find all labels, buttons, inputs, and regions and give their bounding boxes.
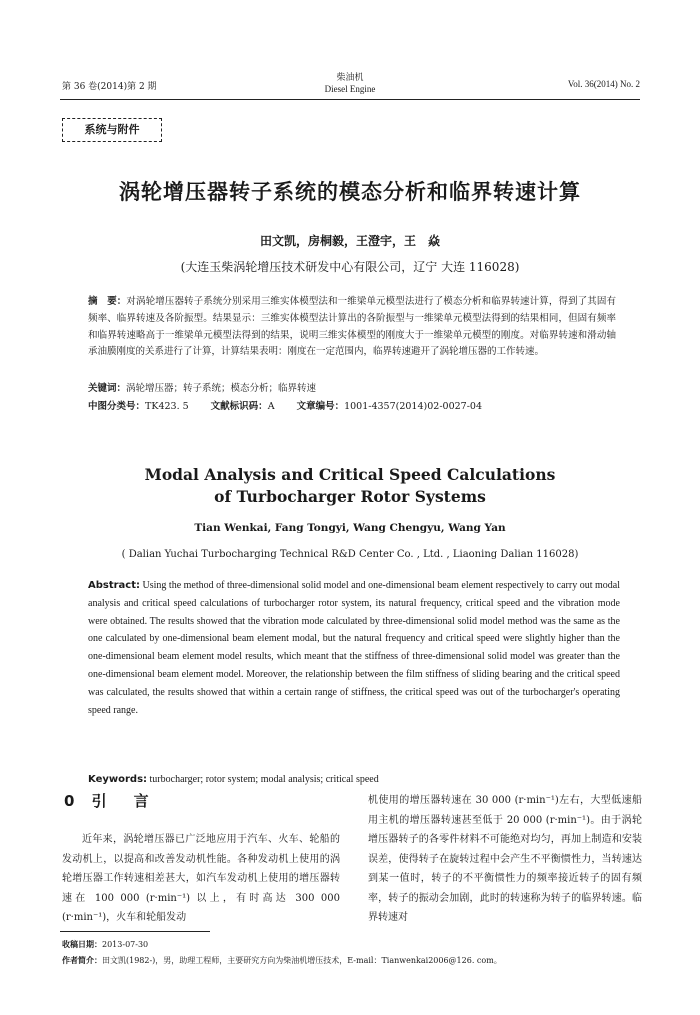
footnote-author: [62, 955, 642, 966]
keywords-en-label: Keywords:: [88, 774, 148, 785]
running-header-left: 第 36 卷(2014)第 2 期: [62, 82, 157, 92]
authors-en: Tian Wenkai, Fang Tongyi, Wang Chengyu, Wang Yan: [194, 522, 506, 534]
classification-line: [88, 398, 616, 412]
doc-code-label: 文献标识码：: [210, 401, 268, 412]
keywords-en-text: turbocharger; rotor system; modal analysis; critical speed: [147, 774, 379, 785]
abstract-en: [88, 577, 620, 719]
abstract-en-text: Using the method of three-dimensional solid model and one-dimensional beam element respectively to carry out modal analysis and critical speed calculations of turbocharger rotor system, its natural frequency, critical speed and the vibration mode were obtained. The results showed that the vibration mode calculated by three-dimensional solid model method was the same as the one calculated by one-dimensional beam element modal, but the natural frequency and critical speed were slightly higher than the one-dimensional beam element model results, which meant that the stiffness of three-dimensional solid model was greater than the one-dimensional beam element model. Moreover, the relationship between the film stiffness of sliding bearing and the critical speed was calculated, the results showed that within a certain range of stiffness, the critical speed was out of the turbocharger's operating speed range.: [88, 580, 620, 716]
affiliation-cn: (大连玉柴涡轮增压技术研发中心有限公司，辽宁 大连 116028): [180, 260, 520, 274]
clc-value: TK423. 5: [145, 401, 189, 412]
paper-title-cn: 涡轮增压器转子系统的模态分析和临界转速计算: [119, 180, 581, 204]
header-rule: [60, 99, 640, 100]
paper-title-en: [60, 464, 640, 508]
running-header-journal-en: Diesel Engine: [324, 84, 376, 94]
keywords-cn-text: 涡轮增压器；转子系统；模态分析；临界转速: [126, 383, 317, 394]
affiliation-en: ( Dalian Yuchai Turbocharging Technical R&D Center Co. , Ltd. , Liaoning Dalian 116028): [121, 549, 579, 560]
section-number: 0: [64, 792, 81, 810]
received-label: 收稿日期：: [62, 940, 102, 949]
keywords-en: [88, 774, 620, 785]
article-number-value: 1001-4357(2014)02-0027-04: [344, 401, 483, 412]
abstract-cn-text: 对涡轮增压器转子系统分别采用三维实体模型法和一维梁单元模型法进行了模态分析和临界转速计算，得到了其固有频率、临界转速及各阶振型。结果显示：三维实体模型法计算出的各阶振型与一维梁单元模型法得到的结果相同，但固有频率和临界转速略高于一维梁单元模型法得到的结果，说明三维实体模型的刚度大于一维梁单元模型的刚度。对临界转速和滑动轴承油膜刚度的关系进行了计算，计算结果表明：刚度在一定范围内，临界转速避开了涡轮增压器的工作转速。: [88, 296, 616, 358]
abstract-cn: [88, 294, 616, 361]
clc-label: 中图分类号：: [88, 401, 146, 412]
body-column-left: 近年来，涡轮增压器已广泛地应用于汽车、火车、轮船的发动机上，以提高和改善发动机性能。各种发动机上使用的涡轮增压器工作转速相差甚大，如汽车发动机上使用的增压器转速在 100 000 (r·min⁻¹) 以上，有时高达 300 000 (r·min⁻¹)，火车和轮船发动: [62, 834, 340, 923]
paper-title-en-line2: of Turbocharger Rotor Systems: [214, 487, 486, 506]
abstract-cn-label: 摘 要：: [88, 296, 127, 307]
keywords-cn: [88, 380, 616, 394]
doc-code-value: A: [267, 401, 275, 412]
paper-title-en-line1: Modal Analysis and Critical Speed Calculations: [144, 465, 556, 484]
running-header-right: Vol. 36(2014) No. 2: [567, 79, 640, 89]
column-tag: 系统与附件: [62, 118, 162, 142]
authors-cn: 田文凯，房桐毅，王澄宇，王 焱: [259, 234, 440, 248]
author-bio-label: 作者简介：: [62, 956, 102, 965]
section-title: 引 言: [91, 792, 155, 810]
running-header-journal-cn: 柴油机: [336, 73, 364, 83]
author-bio-value: 田文凯(1982-)，男，助理工程师，主要研究方向为柴油机增压技术，E-mail：Tianwenkai2006@126. com。: [102, 956, 502, 965]
footnote-rule: [60, 931, 210, 932]
footnote-received: [62, 939, 642, 950]
received-value: 2013-07-30: [102, 940, 149, 949]
body-column-right: 机使用的增压器转速在 30 000 (r·min⁻¹)左右，大型低速船用主机的增压器转速甚至低于 20 000 (r·min⁻¹)。由于涡轮增压器转子的各零件材料不可能绝对均匀，再加上制造和安装误差，使得转子在旋转过程中会产生不平衡惯性力，当转速达到某一值时，转子的不平衡惯性力的频率接近转子的固有频率，转子的振动会加剧，此时的转速称为转子的临界转速。临界转速对: [368, 795, 642, 923]
keywords-cn-label: 关键词：: [88, 383, 127, 394]
abstract-en-label: Abstract:: [88, 580, 141, 591]
article-number-label: 文章编号：: [296, 401, 345, 412]
section-heading: [64, 790, 155, 811]
